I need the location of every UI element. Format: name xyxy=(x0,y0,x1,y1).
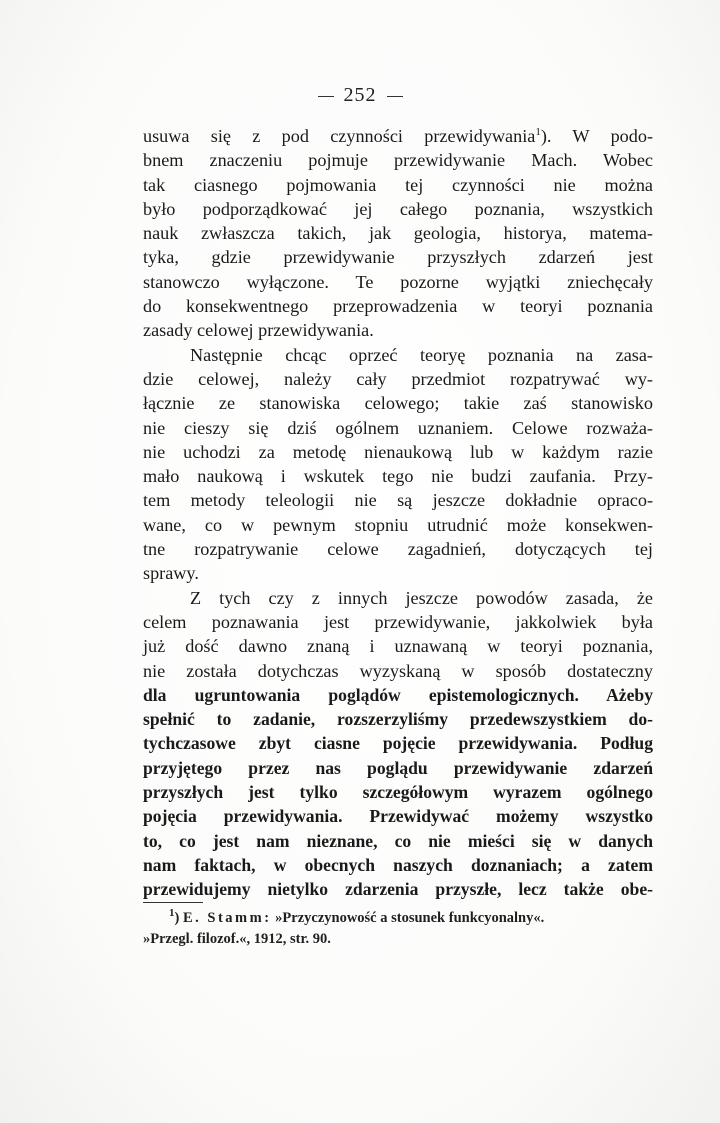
text-line: spełnić to zadanie, rozszerzyliśmy przedewszystkiem do- xyxy=(143,709,653,730)
text-line xyxy=(143,124,653,148)
text-line: pojęcia przewidywania. Przewidywać możemy wszystko xyxy=(143,806,653,827)
text-line: stanowczo wyłączone. Te pozorne wyjątki zniechęcały xyxy=(143,271,653,292)
text-line-part: usuwa się z pod czynności przewidywania xyxy=(143,126,536,146)
page-number-dash-right xyxy=(387,96,403,97)
text-line: łącznie ze stanowiska celowego; takie zaś stanowisko xyxy=(143,393,653,414)
page-number-dash-left xyxy=(318,96,334,97)
text-line: nie cieszy się dziś ogólnem uznaniem. Celowe rozważa- xyxy=(143,417,653,438)
text-line: nam faktach, w obecnych naszych doznaniach; a zatem xyxy=(143,854,653,875)
text-line: tychczasowe zbyt ciasne pojęcie przewidywania. Podług xyxy=(143,733,653,754)
text-line: to, co jest nam nieznane, co nie mieści się w danych xyxy=(143,830,653,851)
text-line: dla ugruntowania poglądów epistemologicznych. Ażeby xyxy=(143,684,653,705)
text-line: Z tych czy z innych jeszcze powodów zasada, że xyxy=(190,587,653,608)
text-line: mało naukową i wskutek tego nie budzi zaufania. Przy- xyxy=(143,466,653,487)
page-number-value: 252 xyxy=(343,84,377,106)
text-line: nie została dotychczas wyzyskaną w sposób dostateczny xyxy=(143,660,653,681)
text-line: było podporządkować jej całego poznania, wszystkich xyxy=(143,198,653,219)
text-line: do konsekwentnego przeprowadzenia w teoryi poznania xyxy=(143,296,653,317)
text-line: tem metody teleologii nie są jeszcze dokładnie opraco- xyxy=(143,490,653,511)
footnote-line: $^1$) E. Stamm: »Przyczynowość a stosunek funkcyonalny«. xyxy=(169,907,545,926)
text-line: tne rozpatrywanie celowe zagadnień, dotyczących tej xyxy=(143,539,653,560)
text-line: celem poznawania jest przewidywanie, jakkolwiek była xyxy=(143,611,653,632)
text-line: już dość dawno znaną i uznawaną w teoryi poznania, xyxy=(143,636,653,657)
footnote-separator xyxy=(143,902,203,903)
page-number xyxy=(0,84,720,107)
footnote-author: E. Stamm: xyxy=(182,910,272,926)
text-line: nie uchodzi za metodę nienaukową lub w każdym razie xyxy=(143,441,653,462)
footnote-title: »Przyczynowość a stosunek funkcyonalny«. xyxy=(275,910,545,926)
text-line: Następnie chcąc oprzeć teoryę poznania na zasa- xyxy=(190,344,653,365)
text-line: bnem znaczeniu pojmuje przewidywanie Mach. Wobec xyxy=(143,150,653,171)
text-line: przyjętego przez nas poglądu przewidywanie zdarzeń xyxy=(143,757,653,778)
footnote-marker: 1 xyxy=(169,907,175,920)
text-line: zasady celowej przewidywania. xyxy=(143,320,374,341)
text-line: przewidujemy nietylko zdarzenia przyszłe, lecz także obe- xyxy=(143,879,653,900)
footnote xyxy=(143,908,663,950)
text-line: tak ciasnego pojmowania tej czynności nie można xyxy=(143,174,653,195)
text-line: tyka, gdzie przewidywanie przyszłych zdarzeń jest xyxy=(143,247,653,268)
text-line: przyszłych jest tylko szczegółowym wyrazem ogólnego xyxy=(143,782,653,803)
text-line: dzie celowej, należy cały przedmiot rozpatrywać wy- xyxy=(143,368,653,389)
body-text xyxy=(143,124,653,902)
text-line: wane, co w pewnym stopniu utrudnić może konsekwen- xyxy=(143,514,653,535)
text-line: sprawy. xyxy=(143,563,199,584)
text-line-part: ). W podo- xyxy=(540,126,654,146)
footnote-reference: 1 xyxy=(535,125,541,138)
footnote-line: »Przegl. filozof.«, 1912, str. 90. xyxy=(143,931,331,947)
text-line: nauk zwłaszcza takich, jak geologia, historya, matema- xyxy=(143,223,653,244)
